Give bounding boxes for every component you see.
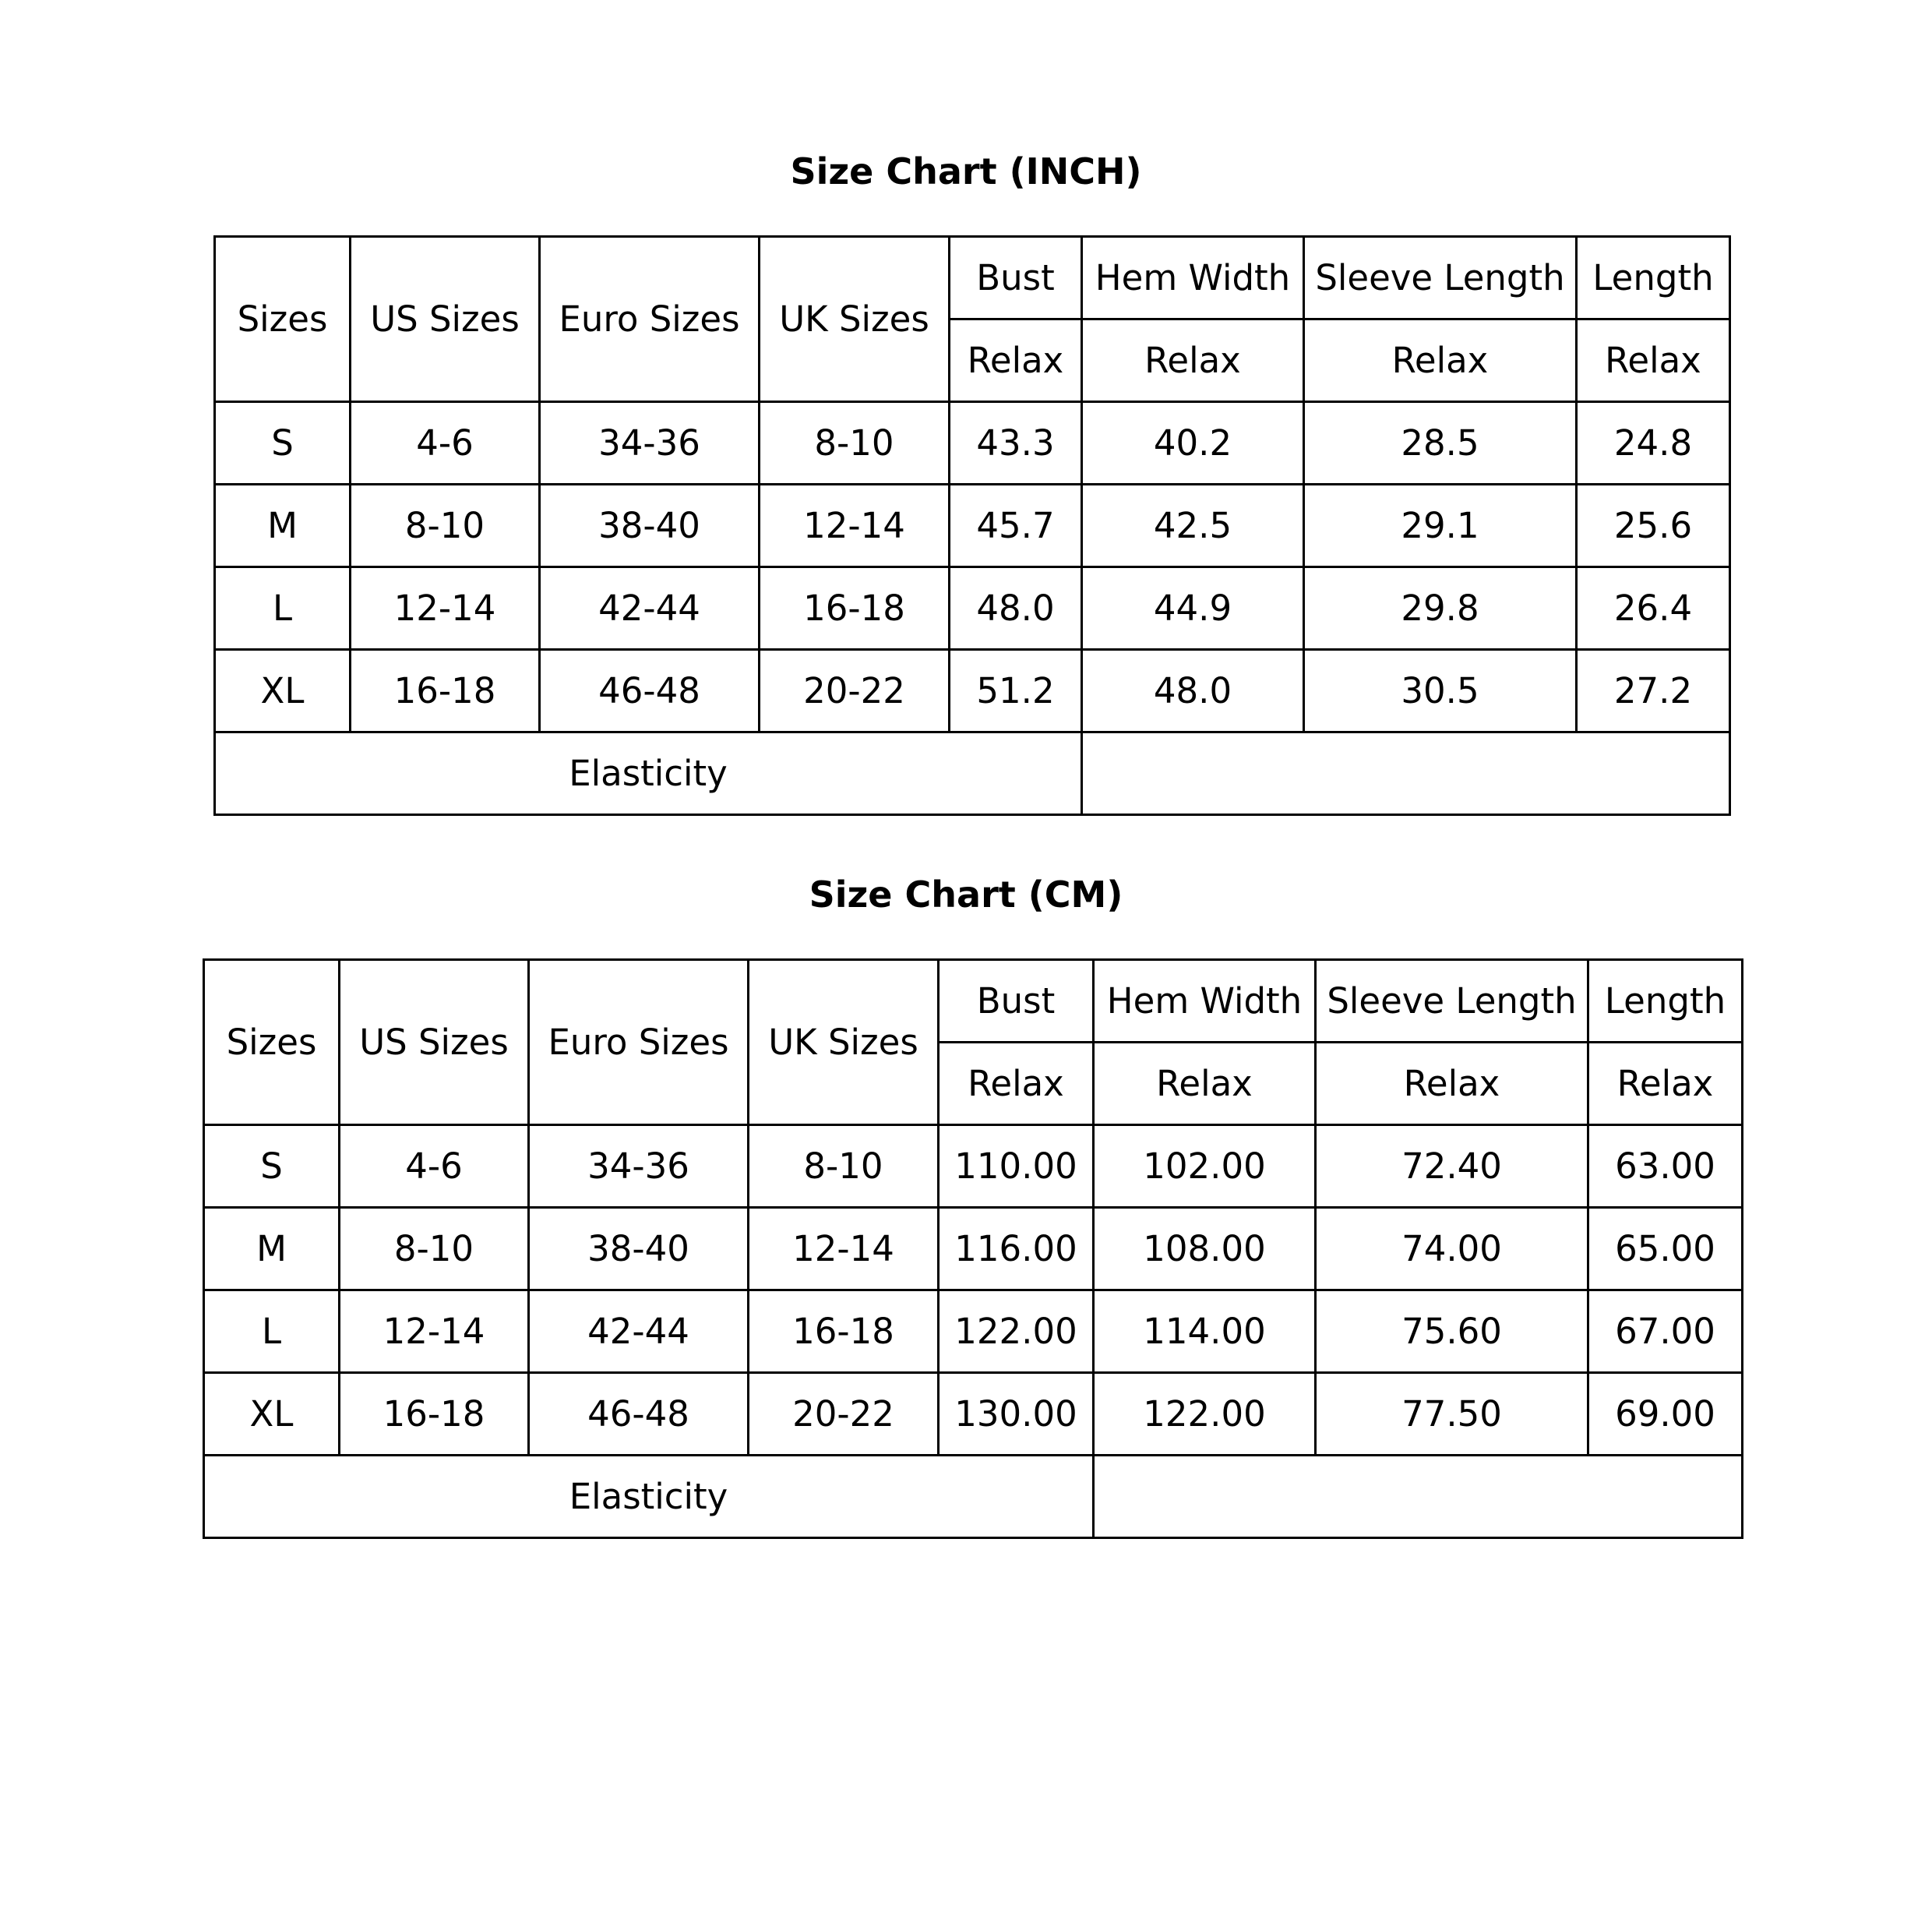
header-euro-sizes: Euro Sizes bbox=[529, 960, 749, 1125]
cell-size: S bbox=[215, 402, 351, 485]
cell-us-size: 4-6 bbox=[351, 402, 540, 485]
table-row bbox=[204, 1373, 1743, 1456]
cell-size: M bbox=[215, 485, 351, 567]
cell-uk-size: 8-10 bbox=[760, 402, 950, 485]
elasticity-label: Elasticity bbox=[215, 732, 1082, 815]
subheader-sleeve-length-relax: Relax bbox=[1316, 1043, 1588, 1125]
cell-bust: 43.3 bbox=[950, 402, 1082, 485]
subheader-hem-width-relax: Relax bbox=[1082, 319, 1304, 402]
cell-sleeve-length: 28.5 bbox=[1304, 402, 1577, 485]
cell-euro-size: 34-36 bbox=[540, 402, 760, 485]
cell-bust: 51.2 bbox=[950, 650, 1082, 732]
cell-hem-width: 48.0 bbox=[1082, 650, 1304, 732]
subheader-bust-relax: Relax bbox=[950, 319, 1082, 402]
cell-uk-size: 20-22 bbox=[749, 1373, 939, 1456]
header-euro-sizes: Euro Sizes bbox=[540, 237, 760, 402]
cell-euro-size: 42-44 bbox=[540, 567, 760, 650]
cell-bust: 110.00 bbox=[939, 1125, 1094, 1208]
cell-hem-width: 44.9 bbox=[1082, 567, 1304, 650]
cell-length: 25.6 bbox=[1577, 485, 1730, 567]
cell-hem-width: 114.00 bbox=[1094, 1290, 1316, 1373]
header-sizes: Sizes bbox=[204, 960, 340, 1125]
elasticity-value bbox=[1082, 732, 1730, 815]
cell-sleeve-length: 72.40 bbox=[1316, 1125, 1588, 1208]
cell-sleeve-length: 29.8 bbox=[1304, 567, 1577, 650]
header-uk-sizes: UK Sizes bbox=[760, 237, 950, 402]
header-uk-sizes: UK Sizes bbox=[749, 960, 939, 1125]
cell-us-size: 4-6 bbox=[340, 1125, 529, 1208]
table-row bbox=[204, 1125, 1743, 1208]
cell-us-size: 16-18 bbox=[340, 1373, 529, 1456]
cell-size: M bbox=[204, 1208, 340, 1290]
cell-uk-size: 12-14 bbox=[760, 485, 950, 567]
cell-size: S bbox=[204, 1125, 340, 1208]
elasticity-row bbox=[215, 732, 1730, 815]
cell-bust: 45.7 bbox=[950, 485, 1082, 567]
cell-uk-size: 8-10 bbox=[749, 1125, 939, 1208]
cell-size: L bbox=[215, 567, 351, 650]
cell-euro-size: 46-48 bbox=[529, 1373, 749, 1456]
header-bust: Bust bbox=[950, 237, 1082, 319]
cell-hem-width: 40.2 bbox=[1082, 402, 1304, 485]
cell-length: 27.2 bbox=[1577, 650, 1730, 732]
cell-euro-size: 46-48 bbox=[540, 650, 760, 732]
cell-sleeve-length: 75.60 bbox=[1316, 1290, 1588, 1373]
cell-hem-width: 102.00 bbox=[1094, 1125, 1316, 1208]
cell-bust: 130.00 bbox=[939, 1373, 1094, 1456]
table-row bbox=[215, 650, 1730, 732]
cell-sleeve-length: 30.5 bbox=[1304, 650, 1577, 732]
cell-euro-size: 42-44 bbox=[529, 1290, 749, 1373]
header-row bbox=[215, 237, 1730, 319]
header-row bbox=[204, 960, 1743, 1043]
cell-bust: 122.00 bbox=[939, 1290, 1094, 1373]
cell-uk-size: 20-22 bbox=[760, 650, 950, 732]
cell-size: XL bbox=[215, 650, 351, 732]
cell-hem-width: 42.5 bbox=[1082, 485, 1304, 567]
cell-sleeve-length: 29.1 bbox=[1304, 485, 1577, 567]
cell-hem-width: 122.00 bbox=[1094, 1373, 1316, 1456]
cell-length: 26.4 bbox=[1577, 567, 1730, 650]
cell-us-size: 16-18 bbox=[351, 650, 540, 732]
elasticity-value bbox=[1094, 1456, 1743, 1538]
cell-length: 67.00 bbox=[1588, 1290, 1743, 1373]
cell-length: 63.00 bbox=[1588, 1125, 1743, 1208]
cell-length: 24.8 bbox=[1577, 402, 1730, 485]
header-hem-width: Hem Width bbox=[1094, 960, 1316, 1043]
header-length: Length bbox=[1588, 960, 1743, 1043]
header-bust: Bust bbox=[939, 960, 1094, 1043]
subheader-length-relax: Relax bbox=[1577, 319, 1730, 402]
cell-us-size: 8-10 bbox=[351, 485, 540, 567]
cell-hem-width: 108.00 bbox=[1094, 1208, 1316, 1290]
size-chart-cm-title: Size Chart (CM) bbox=[809, 874, 1123, 916]
cell-us-size: 12-14 bbox=[340, 1290, 529, 1373]
header-length: Length bbox=[1577, 237, 1730, 319]
table-row bbox=[215, 402, 1730, 485]
elasticity-row bbox=[204, 1456, 1743, 1538]
cell-euro-size: 34-36 bbox=[529, 1125, 749, 1208]
cell-sleeve-length: 74.00 bbox=[1316, 1208, 1588, 1290]
cell-uk-size: 16-18 bbox=[749, 1290, 939, 1373]
cell-us-size: 12-14 bbox=[351, 567, 540, 650]
header-hem-width: Hem Width bbox=[1082, 237, 1304, 319]
cell-euro-size: 38-40 bbox=[540, 485, 760, 567]
table-row bbox=[215, 567, 1730, 650]
table-row bbox=[204, 1290, 1743, 1373]
cell-sleeve-length: 77.50 bbox=[1316, 1373, 1588, 1456]
table-row bbox=[215, 485, 1730, 567]
subheader-bust-relax: Relax bbox=[939, 1043, 1094, 1125]
header-sizes: Sizes bbox=[215, 237, 351, 402]
header-us-sizes: US Sizes bbox=[340, 960, 529, 1125]
cell-euro-size: 38-40 bbox=[529, 1208, 749, 1290]
header-us-sizes: US Sizes bbox=[351, 237, 540, 402]
size-chart-inch-table bbox=[213, 235, 1731, 816]
cell-bust: 116.00 bbox=[939, 1208, 1094, 1290]
header-sleeve-length: Sleeve Length bbox=[1316, 960, 1588, 1043]
table-row bbox=[204, 1208, 1743, 1290]
subheader-hem-width-relax: Relax bbox=[1094, 1043, 1316, 1125]
size-chart-cm-table bbox=[203, 958, 1743, 1539]
subheader-sleeve-length-relax: Relax bbox=[1304, 319, 1577, 402]
subheader-length-relax: Relax bbox=[1588, 1043, 1743, 1125]
cell-uk-size: 16-18 bbox=[760, 567, 950, 650]
elasticity-label: Elasticity bbox=[204, 1456, 1094, 1538]
header-sleeve-length: Sleeve Length bbox=[1304, 237, 1577, 319]
cell-uk-size: 12-14 bbox=[749, 1208, 939, 1290]
cell-size: XL bbox=[204, 1373, 340, 1456]
cell-length: 65.00 bbox=[1588, 1208, 1743, 1290]
cell-bust: 48.0 bbox=[950, 567, 1082, 650]
cell-size: L bbox=[204, 1290, 340, 1373]
size-chart-inch-title: Size Chart (INCH) bbox=[790, 150, 1142, 192]
cell-us-size: 8-10 bbox=[340, 1208, 529, 1290]
cell-length: 69.00 bbox=[1588, 1373, 1743, 1456]
